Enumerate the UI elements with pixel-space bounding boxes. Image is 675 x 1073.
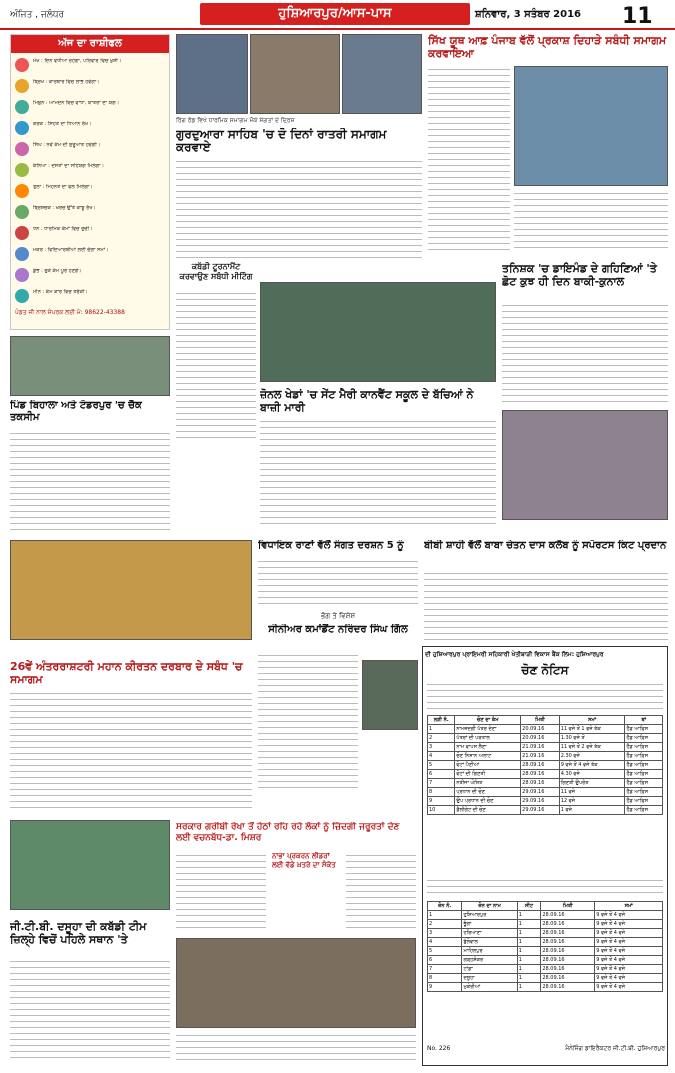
zodiac-icon	[15, 184, 29, 198]
table-header: ਜ਼ੋਨ ਨੰ.	[428, 902, 462, 911]
horoscope-item	[15, 288, 167, 306]
table-cell: 9 ਵਜੇ ਤੋਂ 4 ਵਜੇ	[595, 920, 663, 929]
horoscope-text: ਕੰਨਿਆ : ਦੋਸਤਾਂ ਦਾ ਸਹਿਯੋਗ ਮਿਲੇਗਾ।	[33, 163, 104, 169]
table-cell: 10	[428, 806, 455, 815]
zodiac-icon	[15, 58, 29, 72]
table-row	[428, 797, 663, 806]
table-cell: 28.09.16	[541, 947, 595, 956]
headline: ਸੀਨੀਅਰ ਕਮਾਂਡੈਂਟ ਨਰਿੰਦਰ ਸਿੰਘ ਗਿੱਲ	[268, 624, 408, 635]
table-cell: 11 ਵਜੇ ਤੋਂ 2 ਵਜੇ ਤੱਕ	[559, 743, 625, 752]
news-photo	[176, 938, 416, 1028]
table-header: ਮਿਤੀ	[541, 902, 595, 911]
table-cell: 8	[428, 974, 462, 983]
table-row	[428, 983, 663, 992]
horoscope-panel	[10, 34, 170, 330]
table-cell: 29.09.16	[521, 806, 560, 815]
edition-city: ਅੰਜਿਤ , ਜਲੰਧਰ	[10, 10, 65, 20]
table-cell: 21.09.16	[521, 743, 560, 752]
horoscope-text: ਤੁਲਾ : ਮਿਹਨਤ ਦਾ ਫਲ ਮਿਲੇਗਾ।	[33, 184, 93, 190]
table-cell: ਮਾਹਿਲਪੁਰ	[462, 947, 517, 956]
table-cell: 9 ਵਜੇ ਤੋਂ 4 ਵਜੇ ਤੱਕ	[559, 761, 625, 770]
headline: ਤਨਿਸ਼ਕ 'ਚ ਡਾਇਮੰਡ ਦੇ ਗਹਿਣਿਆਂ 'ਤੇ ਛੋਟ ਕੁਝ ਹੀ ਦਿਨ ਬਾਕੀ-ਕੁਨਾਲ	[502, 262, 657, 288]
table-header: ਲੜੀ ਨੰ.	[428, 716, 455, 725]
notice-zone-table	[427, 901, 663, 992]
table-cell: 4.30 ਵਜੇ	[559, 770, 625, 779]
table-row	[428, 761, 663, 770]
table-cell: ਟਾਂਡਾ	[462, 965, 517, 974]
table-cell: 7	[428, 779, 455, 788]
table-cell: ਡੈਲੀਗੇਟ ਦੀ ਚੋਣ	[455, 806, 521, 815]
portrait-photo	[362, 660, 418, 730]
horoscope-item	[15, 57, 167, 75]
table-cell: ਮੁਕੇਰੀਆਂ	[462, 983, 517, 992]
horoscope-text: ਬ੍ਰਿਸ਼ਚਕ : ਖ਼ਰਚ ਉੱਤੇ ਕਾਬੂ ਰੱਖੋ।	[33, 205, 96, 211]
table-cell: 28.09.16	[521, 761, 560, 770]
article-body	[176, 290, 256, 440]
horoscope-text: ਬ੍ਰਿਖ : ਕਾਰੋਬਾਰ ਵਿਚ ਲਾਭ ਹੋਵੇਗਾ।	[33, 79, 100, 85]
notice-number: No. 226	[427, 1045, 451, 1052]
table-cell: ਹੈੱਡ ਆਫ਼ਿਸ	[625, 806, 663, 815]
zodiac-icon	[15, 247, 29, 261]
notice-body	[427, 877, 663, 897]
table-cell: 9 ਵਜੇ ਤੋਂ 4 ਵਜੇ	[595, 938, 663, 947]
table-row	[428, 806, 663, 815]
table-cell: ਪੱਤਰਾਂ ਦੀ ਪੜਤਾਲ	[455, 734, 521, 743]
zodiac-icon	[15, 121, 29, 135]
news-photo	[10, 336, 170, 396]
article-body	[258, 558, 418, 608]
table-cell: 9 ਵਜੇ ਤੋਂ 4 ਵਜੇ	[595, 929, 663, 938]
table-header: ਜ਼ੋਨ ਦਾ ਨਾਮ	[462, 902, 517, 911]
table-cell: 5	[428, 761, 455, 770]
article-body	[424, 570, 668, 640]
table-row	[428, 929, 663, 938]
headline: 26ਵੇਂ ਅੰਤਰਰਾਸ਼ਟਰੀ ਮਹਾਨ ਕੀਰਤਨ ਦਰਬਾਰ ਦੇ ਸਬੰਧ 'ਚ ਸਮਾਗਮ	[10, 660, 243, 686]
table-cell: 5	[428, 947, 462, 956]
table-cell: 4	[428, 938, 462, 947]
horoscope-text: ਮੇਖ : ਦਿਨ ਵਧੀਆ ਰਹੇਗਾ, ਪਰਿਵਾਰ ਵਿਚ ਖੁਸ਼ੀ।	[33, 58, 122, 64]
page-header	[0, 0, 675, 30]
table-cell: ਨਤੀਜਾ ਘੋਸ਼ਿਤ	[455, 779, 521, 788]
table-cell: ਚੋਣ ਨਿਸ਼ਾਨ ਅਲਾਟ	[455, 752, 521, 761]
headline: ਕਬੱਡੀ ਟੂਰਨਾਮੈਂਟ ਕਰਵਾਉਣ ਸਬੰਧੀ ਮੀਟਿੰਗ	[179, 262, 253, 281]
table-cell: 1	[517, 974, 541, 983]
table-cell: ਹੈੱਡ ਆਫ਼ਿਸ	[625, 797, 663, 806]
table-cell: ਹੈੱਡ ਆਫ਼ਿਸ	[625, 770, 663, 779]
news-photo	[250, 34, 340, 114]
table-cell: ਉਪ ਪ੍ਰਧਾਨ ਦੀ ਚੋਣ	[455, 797, 521, 806]
table-header: ਚੋਣ ਦਾ ਕੰਮ	[455, 716, 521, 725]
headline: ਸਿੱਖ ਯੂਥ ਆਫ਼ ਪੰਜਾਬ ਵੱਲੋਂ ਪ੍ਰਕਾਸ਼ ਦਿਹਾੜੇ ਸਬੰਧੀ ਸਮਾਗਮ ਕਰਵਾਇਆ	[428, 34, 667, 60]
table-cell: 1	[517, 920, 541, 929]
table-cell: 11 ਵਜੇ ਤੋਂ 1 ਵਜੇ ਤੱਕ	[559, 725, 625, 734]
article-body	[258, 652, 358, 792]
headline: ਵਿਧਾਇਕ ਰਾਣਾਂ ਵੱਲੋਂ ਸੰਗਤ ਦਰਸ਼ਨ 5 ਨੂੰ	[258, 540, 404, 551]
table-cell: 20.09.16	[521, 734, 560, 743]
table-cell: ਦਸੂਹਾ	[462, 974, 517, 983]
table-cell: 3	[428, 743, 455, 752]
table-cell: ਹੈੱਡ ਆਫ਼ਿਸ	[625, 734, 663, 743]
table-cell: 28.09.16	[541, 929, 595, 938]
table-row	[428, 725, 663, 734]
table-cell: ਗੜ੍ਹਸ਼ੰਕਰ	[462, 956, 517, 965]
table-cell: 4	[428, 752, 455, 761]
table-row	[428, 779, 663, 788]
table-cell: 1	[517, 938, 541, 947]
horoscope-title: ਅੱਜ ਦਾ ਰਾਸ਼ੀਫਲ	[11, 35, 169, 53]
news-photo	[260, 282, 496, 382]
news-photo	[342, 34, 422, 114]
horoscope-item	[15, 204, 167, 222]
table-row	[428, 788, 663, 797]
article-body	[10, 958, 170, 1063]
horoscope-text: ਕਰਕ : ਸਿਹਤ ਦਾ ਧਿਆਨ ਰੱਖੋ।	[33, 121, 92, 127]
table-cell: ਹੈੱਡ ਆਫ਼ਿਸ	[625, 761, 663, 770]
table-cell: ਗਿਣਤੀ ਉਪਰੰਤ	[559, 779, 625, 788]
table-row	[428, 920, 663, 929]
table-cell: ਹੈੱਡ ਆਫ਼ਿਸ	[625, 725, 663, 734]
headline: ਜੀ.ਟੀ.ਬੀ. ਦਸੂਹਾ ਦੀ ਕਬੱਡੀ ਟੀਮ ਜ਼ਿਲ੍ਹੇ ਵਿਚੋਂ ਪਹਿਲੇ ਸਥਾਨ 'ਤੇ	[10, 920, 147, 946]
table-row	[428, 947, 663, 956]
article-body	[10, 690, 252, 810]
table-cell: 1	[517, 929, 541, 938]
article-body	[346, 852, 416, 932]
zodiac-icon	[15, 289, 29, 303]
horoscope-item	[15, 183, 167, 201]
table-row	[428, 770, 663, 779]
horoscope-text: ਮਕਰ : ਵਿਦਿਆਰਥੀਆਂ ਲਈ ਚੰਗਾ ਸਮਾਂ।	[33, 247, 109, 253]
table-cell: 28.09.16	[521, 779, 560, 788]
table-cell: 28.09.16	[541, 938, 595, 947]
obituary-kicker: ਭੋਗ ਤੇ ਵਿਸ਼ੇਸ਼	[320, 612, 356, 620]
table-cell: 2	[428, 920, 462, 929]
table-cell: 28.09.16	[541, 974, 595, 983]
table-row	[428, 743, 663, 752]
news-photo	[176, 34, 248, 114]
table-row	[428, 938, 663, 947]
table-cell: 9 ਵਜੇ ਤੋਂ 4 ਵਜੇ	[595, 947, 663, 956]
table-cell: 1	[428, 911, 462, 920]
table-cell: ਹੈੱਡ ਆਫ਼ਿਸ	[625, 752, 663, 761]
table-cell: ਵੋਟਾਂ ਪੈਣੀਆਂ	[455, 761, 521, 770]
table-cell: 20.09.16	[521, 725, 560, 734]
horoscope-text: ਕੁੰਭ : ਰੁਕੇ ਕੰਮ ਪੂਰੇ ਹੋਣਗੇ।	[33, 268, 82, 274]
horoscope-item	[15, 99, 167, 117]
table-cell: 3	[428, 929, 462, 938]
table-cell: 28.09.16	[541, 956, 595, 965]
table-cell: 28.09.16	[541, 965, 595, 974]
table-cell: 1	[428, 725, 455, 734]
table-row	[428, 974, 663, 983]
horoscope-item	[15, 246, 167, 264]
article-body	[514, 190, 668, 250]
horoscope-item	[15, 78, 167, 96]
issue-date: ਸ਼ਨਿਵਾਰ, 3 ਸਤੰਬਰ 2016	[475, 9, 581, 20]
zodiac-icon	[15, 205, 29, 219]
table-cell: ਨਾਮ ਵਾਪਸ ਲੈਣਾ	[455, 743, 521, 752]
table-row	[428, 911, 663, 920]
table-header: ਸਮਾਂ	[595, 902, 663, 911]
notice-title: ਚੋਣ ਨੋਟਿਸ	[521, 663, 569, 677]
horoscope-text: ਸਿੰਘ : ਨਵੇਂ ਕੰਮ ਦੀ ਸ਼ੁਰੂਆਤ ਹੋਵੇਗੀ।	[33, 142, 101, 148]
tagline: ਨਾਭਾ ਪ੍ਰਕਰਨ ਲੀਡਰਾਂ ਲਈ ਵੱਡੇ ਖ਼ਤਰੇ ਦਾ ਸੰਕੇਤ	[272, 852, 336, 869]
zodiac-icon	[15, 163, 29, 177]
table-cell: 1.30 ਵਜੇ ਤੋਂ	[559, 734, 625, 743]
section-title: ਹੁਸ਼ਿਆਰਪੁਰ/ਆਸ-ਪਾਸ	[200, 3, 470, 25]
table-cell: 7	[428, 965, 462, 974]
horoscope-footer: ਪੰਡਤ ਜੀ ਨਾਲ ਸੰਪਰਕ ਲਈ ਮੋ: 98622-43388	[15, 309, 125, 316]
table-cell: 29.09.16	[521, 797, 560, 806]
table-cell: 1	[517, 947, 541, 956]
table-cell: 8	[428, 788, 455, 797]
table-cell: ਭੂੰਗਾ	[462, 920, 517, 929]
table-header: ਮਿਤੀ	[521, 716, 560, 725]
table-row	[428, 956, 663, 965]
table-cell: 29.09.16	[521, 788, 560, 797]
headline: ਬੀਬੀ ਸ਼ਾਹੀ ਵੱਲੋਂ ਬਾਬਾ ਚੇਤਨ ਦਾਸ ਕਲੱਬ ਨੂੰ ਸਪੋਰਟਸ ਕਿਟ ਪ੍ਰਦਾਨ	[424, 540, 667, 551]
table-cell: 9 ਵਜੇ ਤੋਂ 4 ਵਜੇ	[595, 911, 663, 920]
table-row	[428, 965, 663, 974]
table-cell: ਹੈੱਡ ਆਫ਼ਿਸ	[625, 743, 663, 752]
article-body	[176, 1032, 416, 1062]
article-body	[10, 430, 170, 530]
table-cell: 2	[428, 734, 455, 743]
table-cell: 1	[517, 911, 541, 920]
table-cell: ਹੁਸ਼ਿਆਰਪੁਰ	[462, 911, 517, 920]
election-notice	[422, 646, 668, 1066]
table-cell: 28.09.16	[541, 911, 595, 920]
table-header: ਸਮਾਂ	[559, 716, 625, 725]
table-cell: 9	[428, 983, 462, 992]
article-body	[260, 418, 496, 528]
horoscope-item	[15, 162, 167, 180]
table-header: ਸੀਟ	[517, 902, 541, 911]
table-cell: ਬੁੱਲੋਵਾਲ	[462, 938, 517, 947]
zodiac-icon	[15, 226, 29, 240]
table-cell: 28.09.16	[521, 770, 560, 779]
table-header: ਥਾਂ	[625, 716, 663, 725]
table-cell: 1	[517, 965, 541, 974]
table-cell: 6	[428, 770, 455, 779]
horoscope-item	[15, 141, 167, 159]
horoscope-item	[15, 225, 167, 243]
article-body	[176, 852, 266, 932]
table-cell: ਹੈੱਡ ਆਫ਼ਿਸ	[625, 779, 663, 788]
notice-organization: ਦੀ ਹੁਸ਼ਿਆਰਪੁਰ ਪ੍ਰਾਇਮਰੀ ਸਹਿਕਾਰੀ ਖੇਤੀਬਾੜੀ ਵਿਕਾਸ ਬੈਂਕ ਲਿਮ: ਹੁਸ਼ਿਆਰਪੁਰ	[425, 651, 604, 658]
table-cell: ਵੋਟਾਂ ਦੀ ਗਿਣਤੀ	[455, 770, 521, 779]
article-body	[176, 158, 422, 258]
article-body	[502, 302, 668, 402]
horoscope-text: ਧਨ : ਧਾਰਮਿਕ ਕੰਮਾਂ ਵਿਚ ਰੁਚੀ।	[33, 226, 93, 232]
article-body	[428, 66, 510, 251]
table-cell: ਪ੍ਰਧਾਨ ਦੀ ਚੋਣ	[455, 788, 521, 797]
table-cell: 9 ਵਜੇ ਤੋਂ 4 ਵਜੇ	[595, 983, 663, 992]
table-row	[428, 752, 663, 761]
table-cell: 9 ਵਜੇ ਤੋਂ 4 ਵਜੇ	[595, 974, 663, 983]
table-cell: 28.09.16	[541, 920, 595, 929]
table-cell: ਹੈੱਡ ਆਫ਼ਿਸ	[625, 788, 663, 797]
table-cell: 9 ਵਜੇ ਤੋਂ 4 ਵਜੇ	[595, 956, 663, 965]
table-cell: 21.09.16	[521, 752, 560, 761]
table-cell: 9 ਵਜੇ ਤੋਂ 4 ਵਜੇ	[595, 965, 663, 974]
zodiac-icon	[15, 79, 29, 93]
table-cell: 1	[517, 983, 541, 992]
notice-schedule-table	[427, 715, 663, 815]
table-cell: 28.09.16	[541, 983, 595, 992]
table-cell: 9	[428, 797, 455, 806]
horoscope-item	[15, 120, 167, 138]
news-photo	[502, 410, 668, 520]
headline: ਗੁਰਦੁਆਰਾ ਸਾਹਿਬ 'ਚ ਦੋ ਦਿਨਾਂ ਰਾਤਰੀ ਸਮਾਗਮ ਕਰਵਾਏ	[176, 128, 387, 154]
news-photo	[514, 66, 668, 186]
notice-body	[427, 681, 663, 711]
headline: ਜ਼ੋਨਲ ਖੇਡਾਂ 'ਚ ਸੇਂਟ ਮੈਰੀ ਕਾਨਵੈਂਟ ਸਕੂਲ ਦੇ ਬੱਚਿਆਂ ਨੇ ਬਾਜ਼ੀ ਮਾਰੀ	[260, 388, 474, 414]
table-cell: 1 ਵਜੇ	[559, 806, 625, 815]
news-photo	[10, 540, 252, 640]
table-row	[428, 734, 663, 743]
horoscope-text: ਮਿਥੁਨ : ਆਮਦਨ ਵਿਚ ਵਾਧਾ, ਯਾਤਰਾ ਦਾ ਯੋਗ।	[33, 100, 120, 106]
horoscope-item	[15, 267, 167, 285]
photo-caption: ਰਿੰਗ ਰੋਡ ਵਿਖੇ ਧਾਰਮਿਕ ਸਮਾਗਮ ਮੌਕੇ ਸੰਗਤਾਂ ਦੇ ਦ੍ਰਿਸ਼	[176, 117, 295, 124]
notice-signature: ਮੈਨੇਜਿੰਗ ਡਾਇਰੈਕਟਰ ਜੀ.ਟੀ.ਬੀ. ਹੁਸ਼ਿਆਰਪੁਰ	[565, 1045, 665, 1052]
table-cell: ਨਾਮਜ਼ਦਗੀ ਪੱਤਰ ਦੇਣਾ	[455, 725, 521, 734]
headline: ਸਰਕਾਰ ਗਰੀਬੀ ਰੇਖਾ ਤੋਂ ਹੇਠਾਂ ਰਹਿ ਰਹੇ ਲੋਕਾਂ ਨੂੰ ਜ਼ਿੰਦਗੀ ਜਰੂਰਤਾਂ ਦੇਣ ਲਈ ਵਚਨਬੱਧ-ਡਾ. ਮਿਸ਼ਰ	[176, 822, 400, 843]
zodiac-icon	[15, 268, 29, 282]
page-number: 11	[622, 4, 653, 29]
news-photo	[10, 820, 170, 910]
table-cell: 1	[517, 956, 541, 965]
zodiac-icon	[15, 142, 29, 156]
table-cell: 12 ਵਜੇ	[559, 797, 625, 806]
table-cell: ਹਰਿਆਣਾ	[462, 929, 517, 938]
table-cell: 11 ਵਜੇ	[559, 788, 625, 797]
zodiac-icon	[15, 100, 29, 114]
table-cell: 2.30 ਵਜੇ	[559, 752, 625, 761]
table-cell: 6	[428, 956, 462, 965]
horoscope-text: ਮੀਨ : ਕੰਮ ਕਾਰ ਵਿਚ ਤਰੱਕੀ।	[33, 289, 88, 295]
headline: ਪਿੰਡ ਬਿਹਾਲਾ ਅਤੇ ਟੋਡਰਪੁਰ 'ਚ ਚੈੱਕ ਤਕਸੀਮ	[10, 400, 142, 423]
